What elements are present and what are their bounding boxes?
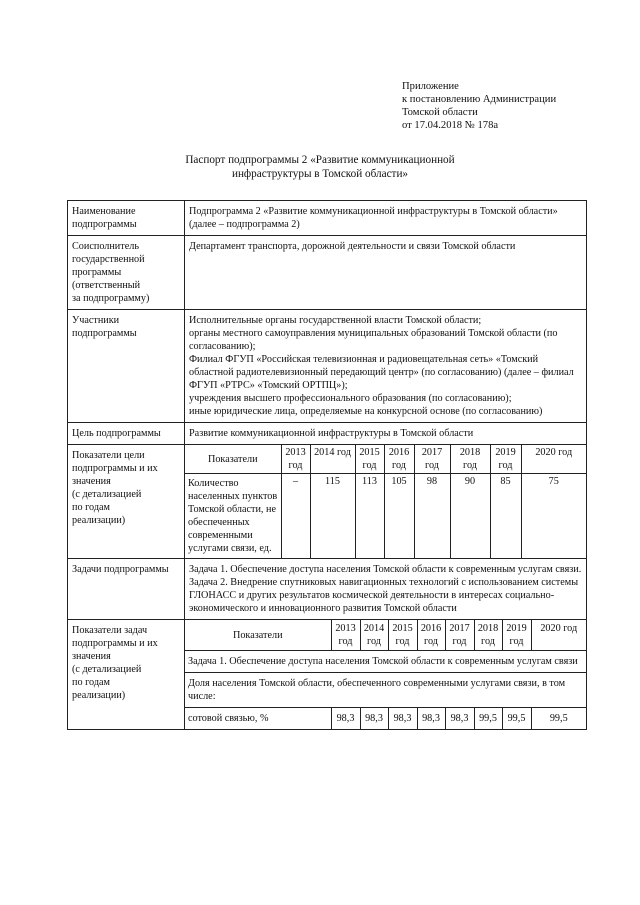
goal-indicators-label — [68, 445, 185, 559]
indicator-value: 113 — [355, 474, 384, 559]
task-item: Задача 1. Обеспечение доступа населения Томской области к современным услугам связи. — [189, 564, 582, 575]
year-header: 2018 год — [450, 445, 490, 474]
label-line: значения — [72, 476, 111, 487]
indicator-value: 99,5 — [474, 708, 502, 730]
cellular-row — [185, 708, 586, 730]
indicator-value: 98 — [414, 474, 450, 559]
document-title — [150, 153, 490, 181]
label-line: по годам — [72, 502, 110, 513]
row-task-indicators — [68, 620, 587, 730]
indicator-value: 98,3 — [331, 708, 360, 730]
approval-line: Приложение — [402, 81, 459, 92]
label-line: по годам — [72, 677, 110, 688]
task1-row — [185, 651, 586, 673]
label-line: подпрограммы и их — [72, 638, 158, 649]
row-name — [68, 201, 587, 236]
task-indicators-cell — [185, 620, 587, 730]
participant-item: Исполнительные органы государственной власти Томской области; — [189, 315, 482, 326]
label-line: Показатели цели — [72, 450, 145, 461]
passport-table — [67, 200, 587, 730]
task1-text: Задача 1. Обеспечение доступа населения Томской области к современным услугам связи — [185, 651, 586, 673]
goal-value: Развитие коммуникационной инфраструктуры в Томской области — [185, 423, 587, 445]
goal-indicators-data-row — [185, 474, 586, 559]
label-line: (с детализацией — [72, 489, 142, 500]
name-value: Подпрограмма 2 «Развитие коммуникационной инфраструктуры в Томской области» (далее – подпрограмма 2) — [185, 201, 587, 236]
label-line: (с детализацией — [72, 664, 142, 675]
indicator-value: 105 — [384, 474, 414, 559]
indicator-value: 98,3 — [417, 708, 445, 730]
row-tasks — [68, 559, 587, 620]
indicator-value: 98,3 — [360, 708, 388, 730]
label-line: за подпрограмму) — [72, 293, 150, 304]
approval-line: к постановлению Администрации — [402, 94, 557, 105]
indicator-value: 90 — [450, 474, 490, 559]
participant-item: органы местного самоуправления муниципальных образований Томской области (по согласованию); — [189, 328, 558, 352]
participant-item: учреждения высшего профессионального образования (по согласованию); — [189, 393, 512, 404]
label-line: программы — [72, 267, 122, 278]
title-line: инфраструктуры в Томской области» — [231, 168, 409, 180]
tasks-label: Задачи подпрограммы — [68, 559, 185, 620]
year-header: 2019 год — [490, 445, 521, 474]
indicator-value: 98,3 — [388, 708, 417, 730]
year-header: 2015 год — [355, 445, 384, 474]
share-row — [185, 673, 586, 708]
participants-value — [185, 310, 587, 423]
year-header: 2018 год — [474, 620, 502, 651]
label-line: Показатели задач — [72, 625, 148, 636]
task-item: Задача 2. Внедрение спутниковых навигационных технологий с использованием системы ГЛОНАСС и других результатов космической деятельности в интересах социально-экономического и инновационного развития Томской области — [189, 577, 579, 614]
goal-indicators-cell — [185, 445, 587, 559]
coexecutor-value: Департамент транспорта, дорожной деятельности и связи Томской области — [185, 236, 587, 310]
year-header: 2020 год — [521, 445, 586, 474]
row-goal-indicators — [68, 445, 587, 559]
label-line: значения — [72, 651, 111, 662]
participants-label: Участники подпрограммы — [68, 310, 185, 423]
title-line: Паспорт подпрограммы 2 «Развитие коммуникационной — [185, 154, 455, 166]
year-header: 2016 год — [417, 620, 445, 651]
year-header: 2020 год — [531, 620, 586, 651]
indicator-value: 98,3 — [445, 708, 474, 730]
task-indicators-header-row — [185, 620, 586, 651]
indicator-value: 115 — [310, 474, 355, 559]
task-indicators-table — [185, 620, 586, 729]
goal-indicators-header-row — [185, 445, 586, 474]
approval-line: Томской области — [402, 107, 478, 118]
label-line: Соисполнитель — [72, 241, 139, 252]
indicator-value: 85 — [490, 474, 521, 559]
year-header: 2014 год — [360, 620, 388, 651]
row-goal — [68, 423, 587, 445]
year-header: 2019 год — [502, 620, 531, 651]
name-label: Наименование подпрограммы — [68, 201, 185, 236]
indicators-header: Показатели — [185, 620, 331, 651]
indicator-label: Количество населенных пунктов Томской области, не обеспеченных современными услугами связи, ед. — [185, 474, 281, 559]
coexecutor-label — [68, 236, 185, 310]
row-coexecutor — [68, 236, 587, 310]
label-line: государственной — [72, 254, 145, 265]
year-header: 2017 год — [445, 620, 474, 651]
label-line: реализации) — [72, 515, 126, 526]
label-line: (ответственный — [72, 280, 141, 291]
row-participants — [68, 310, 587, 423]
participant-item: Филиал ФГУП «Российская телевизионная и радиовещательная сеть» «Томский областной радиотелевизионный передающий центр» (по согласованию) (далее – филиал ФГУП «РТРС» «Томский ОРТПЦ»); — [189, 354, 574, 391]
indicators-header: Показатели — [185, 445, 281, 474]
tasks-value — [185, 559, 587, 620]
approval-line: от 17.04.2018 № 178а — [402, 120, 499, 131]
indicator-label: сотовой связью, % — [185, 708, 331, 730]
year-header: 2015 год — [388, 620, 417, 651]
approval-note — [402, 80, 632, 132]
year-header: 2013 год — [281, 445, 310, 474]
participant-item: иные юридические лица, определяемые на конкурсной основе (по согласованию) — [189, 406, 543, 417]
year-header: 2013 год — [331, 620, 360, 651]
share-text: Доля населения Томской области, обеспеченного современными услугами связи, в том числе: — [185, 673, 586, 708]
label-line: подпрограммы и их — [72, 463, 158, 474]
indicator-value: 99,5 — [531, 708, 586, 730]
year-header: 2016 год — [384, 445, 414, 474]
year-header: 2017 год — [414, 445, 450, 474]
indicator-value: 99,5 — [502, 708, 531, 730]
indicator-value: – — [281, 474, 310, 559]
task-indicators-label — [68, 620, 185, 730]
label-line: реализации) — [72, 690, 126, 701]
goal-label: Цель подпрограммы — [68, 423, 185, 445]
year-header: 2014 год — [310, 445, 355, 474]
goal-indicators-table — [185, 445, 586, 558]
indicator-value: 75 — [521, 474, 586, 559]
